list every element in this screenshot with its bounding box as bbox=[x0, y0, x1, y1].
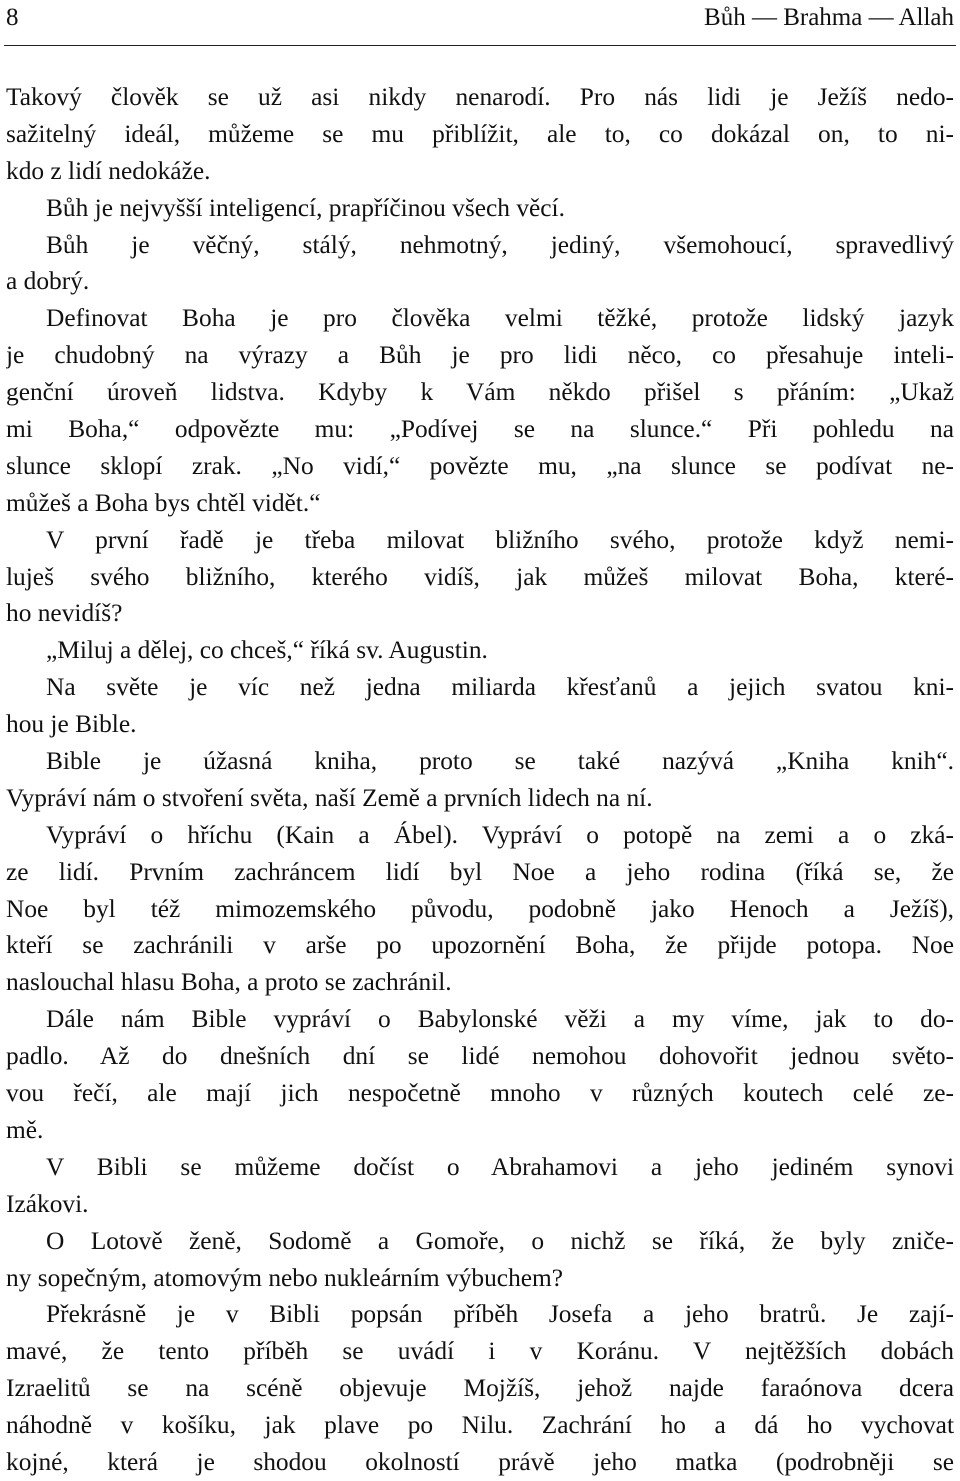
text-line: Vypráví o hříchu (Kain a Ábel). Vypráví o potopě na zemi a o zká- bbox=[46, 820, 954, 849]
text-line: sažitelný ideál, můžeme se mu přiblížit, ale to, co dokázal on, to ni- bbox=[6, 119, 954, 148]
text-line: luješ svého bližního, kterého vidíš, jak můžeš milovat Boha, které- bbox=[6, 562, 954, 591]
text-line: V první řadě je třeba milovat bližního svého, protože když nemi- bbox=[46, 525, 954, 554]
text-line: náhodně v košíku, jak plave po Nilu. Zachrání ho a dá ho vychovat bbox=[6, 1411, 954, 1440]
text-line: slunce sklopí zrak. „No vidí,“ povězte mu, „na slunce se podívat ne- bbox=[6, 451, 954, 480]
text-line: mi Boha,“ odpovězte mu: „Podívej se na slunce.“ Při pohledu na bbox=[6, 415, 954, 444]
text-line: Definovat Boha je pro člověka velmi těžké, protože lidský jazyk bbox=[46, 304, 954, 333]
text-line: mě. bbox=[6, 1115, 44, 1144]
text-line: padlo. Až do dnešních dní se lidé nemohou dohovořit jednou světo- bbox=[6, 1042, 954, 1071]
text-line: V Bibli se můžeme dočíst o Abrahamovi a jeho jediném synovi bbox=[46, 1152, 954, 1181]
text-line: hou je Bible. bbox=[6, 710, 137, 739]
text-line: ho nevidíš? bbox=[6, 599, 123, 628]
text-line: kojné, která je shodou okolností právě jeho matka (podrobněji se bbox=[6, 1447, 954, 1476]
text-line: kdo z lidí nedokáže. bbox=[6, 156, 211, 185]
text-line: můžeš a Boha bys chtěl vidět.“ bbox=[6, 488, 321, 517]
text-line: je chudobný na výrazy a Bůh je pro lidi něco, co přesahuje inteli- bbox=[6, 341, 954, 370]
text-line: naslouchal hlasu Boha, a proto se zachránil. bbox=[6, 968, 452, 997]
text-line: Takový člověk se už asi nikdy nenarodí. Pro nás lidi je Ježíš nedo- bbox=[6, 83, 954, 111]
text-line: mavé, že tento příběh se uvádí i v Koránu. V nejtěžších dobách bbox=[6, 1337, 954, 1366]
text-line: ze lidí. Prvním zachráncem lidí byl Noe a jeho rodina (říká se, že bbox=[6, 857, 954, 886]
text-line: genční úroveň lidstva. Kdyby k Vám někdo přišel s přáním: „Ukaž bbox=[6, 378, 954, 407]
body-text bbox=[6, 79, 954, 1481]
running-head bbox=[6, 0, 954, 36]
text-line: Bůh je věčný, stálý, nehmotný, jediný, všemohoucí, spravedlivý bbox=[46, 230, 954, 259]
text-line: Bůh je nejvyšší inteligencí, prapříčinou všech věcí. bbox=[46, 193, 565, 222]
text-line: Vypráví nám o stvoření světa, naší Země a prvních lidech na ní. bbox=[6, 783, 653, 812]
text-line: „Miluj a dělej, co chceš,“ říká sv. Augustin. bbox=[46, 636, 488, 665]
text-line: Izraelitů se na scéně objevuje Mojžíš, jehož najde faraónova dcera bbox=[6, 1374, 954, 1403]
header-rule bbox=[4, 45, 956, 46]
text-line: a dobrý. bbox=[6, 267, 90, 296]
text-line: Bible je úžasná kniha, proto se také nazývá „Kniha knih“. bbox=[46, 747, 954, 776]
text-line: Na světe je víc než jedna miliarda křesťanů a jejich svatou kni- bbox=[46, 673, 954, 702]
page-number: 8 bbox=[6, 4, 19, 31]
text-line: Izákovi. bbox=[6, 1189, 89, 1218]
text-line: vou řečí, ale mají jich nespočetně mnoho v různých koutech celé ze- bbox=[6, 1079, 954, 1108]
text-line: kteří se zachránili v arše po upozornění Boha, že přijde potopa. Noe bbox=[6, 931, 954, 960]
text-line: Noe byl též mimozemského původu, podobně jako Henoch a Ježíš), bbox=[6, 894, 954, 923]
text-line: ny sopečným, atomovým nebo nukleárním výbuchem? bbox=[6, 1263, 564, 1292]
text-line: O Lotově ženě, Sodomě a Gomoře, o nichž se říká, že byly zniče- bbox=[46, 1226, 954, 1255]
running-title: Bůh — Brahma — Allah bbox=[704, 4, 954, 31]
text-line: Dále nám Bible vypráví o Babylonské věži a my víme, jak to do- bbox=[46, 1005, 954, 1034]
text-line: Překrásně je v Bibli popsán příběh Josefa a jeho bratrů. Je zají- bbox=[46, 1300, 954, 1329]
